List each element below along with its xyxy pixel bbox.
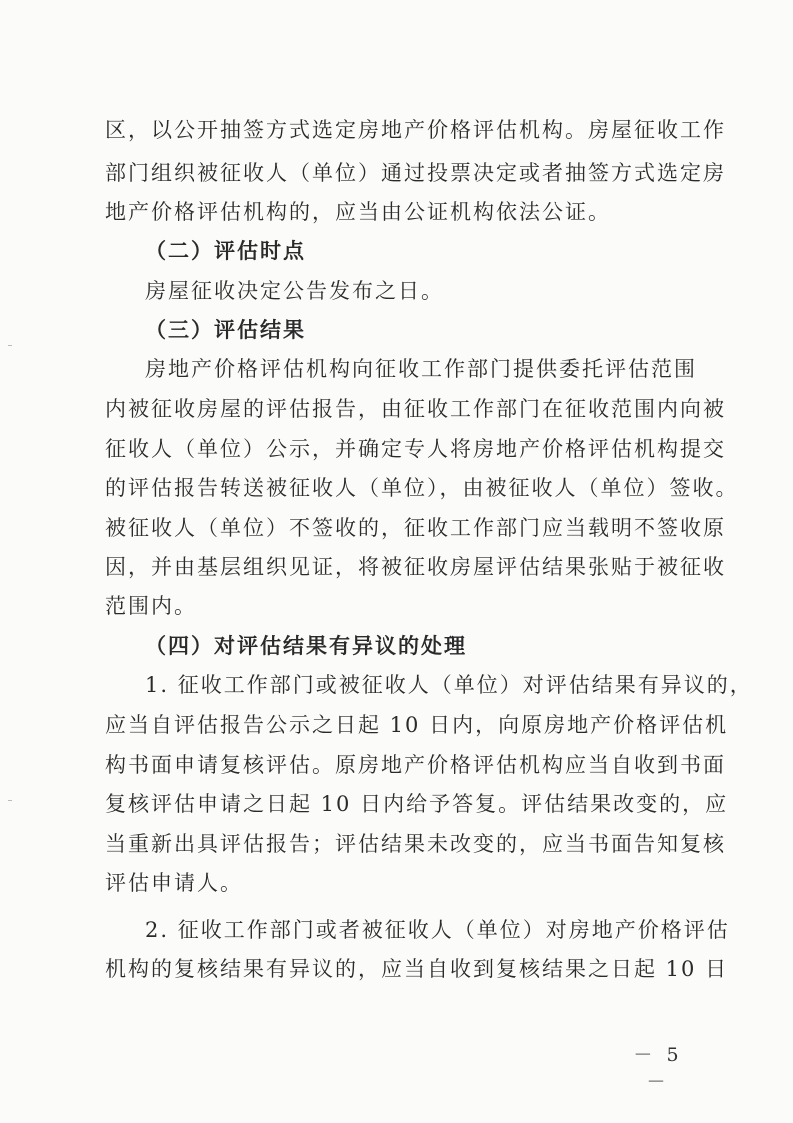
margin-mark: [8, 345, 12, 346]
body-line: 的评估报告转送被征收人（单位），由被征收人（单位）签收。: [105, 476, 739, 500]
body-line: 征收人（单位）公示，并确定专人将房地产价格评估机构提交: [105, 437, 726, 461]
body-line: 构书面申请复核评估。原房地产价格评估机构应当自收到书面: [105, 753, 726, 777]
body-line: 评估申请人。: [105, 871, 243, 895]
body-line: 被征收人（单位）不签收的，征收工作部门应当载明不签收原: [105, 516, 726, 540]
body-line: 当重新出具评估报告；评估结果未改变的，应当书面告知复核: [105, 832, 726, 856]
section-heading: （四）对评估结果有异议的处理: [145, 633, 467, 658]
body-line: 复核评估申请之日起 10 日内给予答复。评估结果改变的，应: [105, 792, 729, 816]
body-line: 因，并由基层组织见证，将被征收房屋评估结果张贴于被征收: [105, 555, 726, 579]
page-number: － 5 －: [633, 1044, 683, 1093]
body-line: 2. 征收工作部门或者被征收人（单位）对房地产价格评估: [145, 918, 730, 942]
margin-mark: [8, 800, 12, 801]
body-line: 机构的复核结果有异议的，应当自收到复核结果之日起 10 日: [105, 957, 729, 981]
body-line: 部门组织被征收人（单位）通过投票决定或者抽签方式选定房: [105, 161, 726, 185]
body-line: 区，以公开抽签方式选定房地产价格评估机构。房屋征收工作: [105, 118, 726, 142]
body-line: 1. 征收工作部门或被征收人（单位）对评估结果有异议的，: [145, 673, 753, 697]
body-line: 地产价格评估机构的，应当由公证机构依法公证。: [105, 200, 611, 224]
body-line: 房屋征收决定公告发布之日。: [145, 279, 444, 303]
body-line: 应当自评估报告公示之日起 10 日内，向原房地产价格评估机: [105, 713, 729, 737]
section-heading: （二）评估时点: [145, 238, 306, 263]
section-heading: （三）评估结果: [145, 317, 306, 342]
body-line: 内被征收房屋的评估报告，由征收工作部门在征收范围内向被: [105, 397, 726, 421]
body-line: 范围内。: [105, 594, 197, 618]
body-line: 房地产价格评估机构向征收工作部门提供委托评估范围: [145, 357, 697, 381]
